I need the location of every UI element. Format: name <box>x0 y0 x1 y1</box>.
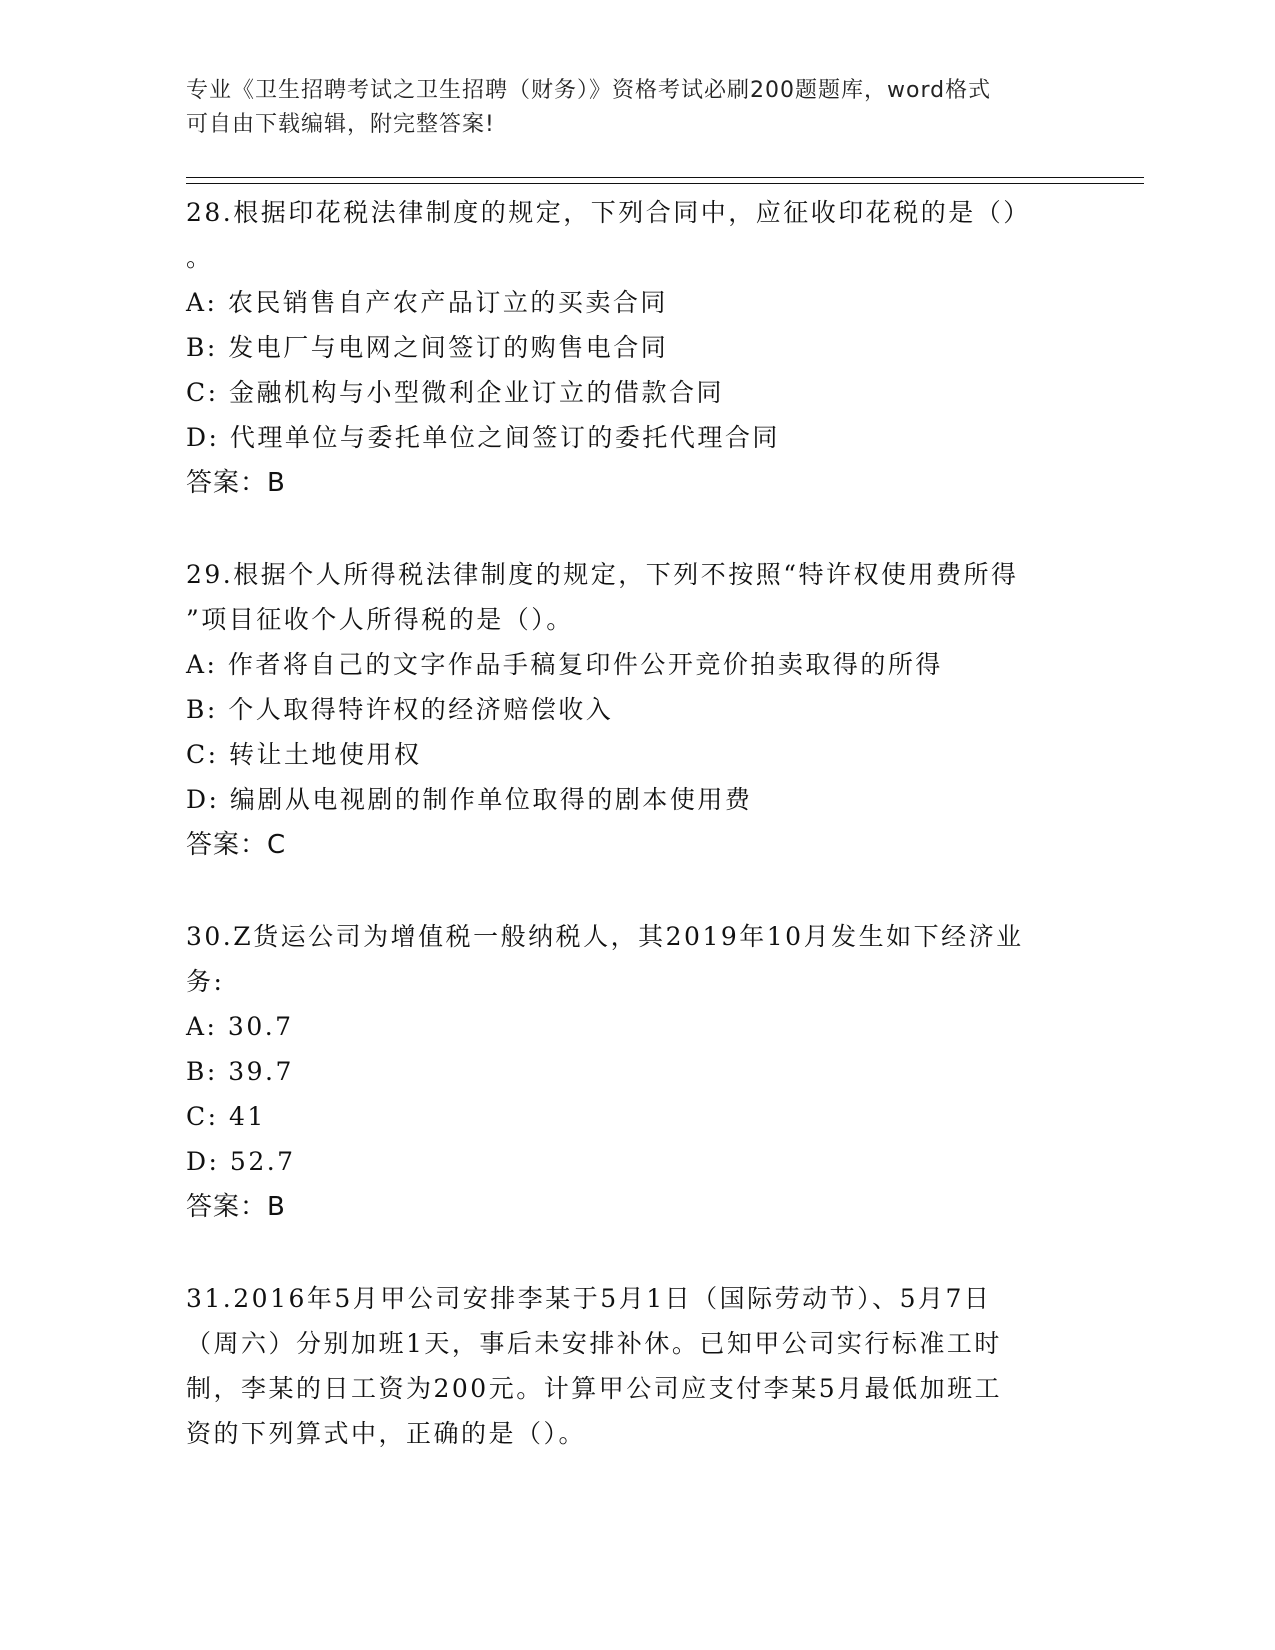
question-stem-line: 务: <box>186 967 225 996</box>
question-stem-line: 30.Z货运公司为增值税一般纳税人，其2019年10月发生如下经济业 <box>186 922 1024 951</box>
question-stem-line: 。 <box>186 243 214 272</box>
option-d: D: 编剧从电视剧的制作单位取得的剧本使用费 <box>186 785 753 814</box>
option-b: B: 39.7 <box>186 1057 294 1086</box>
header-divider-bottom <box>186 183 1144 184</box>
option-c: C: 金融机构与小型微利企业订立的借款合同 <box>186 378 724 407</box>
option-b: B: 个人取得特许权的经济赔偿收入 <box>186 695 614 724</box>
option-a: A: 30.7 <box>186 1012 294 1041</box>
option-d: D: 代理单位与委托单位之间签订的委托代理合同 <box>186 423 780 452</box>
question-stem-line: ”项目征收个人所得税的是（）。 <box>186 605 574 634</box>
header-line-1: 专业《卫生招聘考试之卫生招聘（财务）》资格考试必刷200题题库，word格式 <box>186 78 992 103</box>
question-28 <box>186 190 1066 506</box>
question-29 <box>186 552 1066 868</box>
option-c: C: 转让土地使用权 <box>186 740 422 769</box>
answer-line: 答案：B <box>186 1192 286 1222</box>
answer-line: 答案：B <box>186 468 286 498</box>
option-a: A: 农民销售自产农产品订立的买卖合同 <box>186 288 668 317</box>
question-stem-line: 31.2016年5月甲公司安排李某于5月1日（国际劳动节）、5月7日 <box>186 1284 992 1313</box>
header-divider-top <box>186 177 1144 178</box>
question-stem-line: 29.根据个人所得税法律制度的规定，下列不按照“特许权使用费所得 <box>186 560 1019 589</box>
document-header <box>186 74 1066 142</box>
option-d: D: 52.7 <box>186 1147 296 1176</box>
question-stem-line: 资的下列算式中，正确的是（）。 <box>186 1419 587 1448</box>
option-c: C: 41 <box>186 1102 266 1131</box>
question-30 <box>186 914 1066 1230</box>
option-b: B: 发电厂与电网之间签订的购售电合同 <box>186 333 669 362</box>
answer-line: 答案：C <box>186 830 287 860</box>
question-31 <box>186 1276 1066 1456</box>
question-stem-line: （周六）分别加班1天，事后未安排补休。已知甲公司实行标准工时 <box>186 1329 1002 1358</box>
question-stem-line: 制，李某的日工资为200元。计算甲公司应支付李某5月最低加班工 <box>186 1374 1003 1403</box>
question-stem-line: 28.根据印花税法律制度的规定，下列合同中，应征收印花税的是（） <box>186 198 1031 227</box>
option-a: A: 作者将自己的文字作品手稿复印件公开竞价拍卖取得的所得 <box>186 650 943 679</box>
header-line-2: 可自由下载编辑，附完整答案! <box>186 112 495 137</box>
